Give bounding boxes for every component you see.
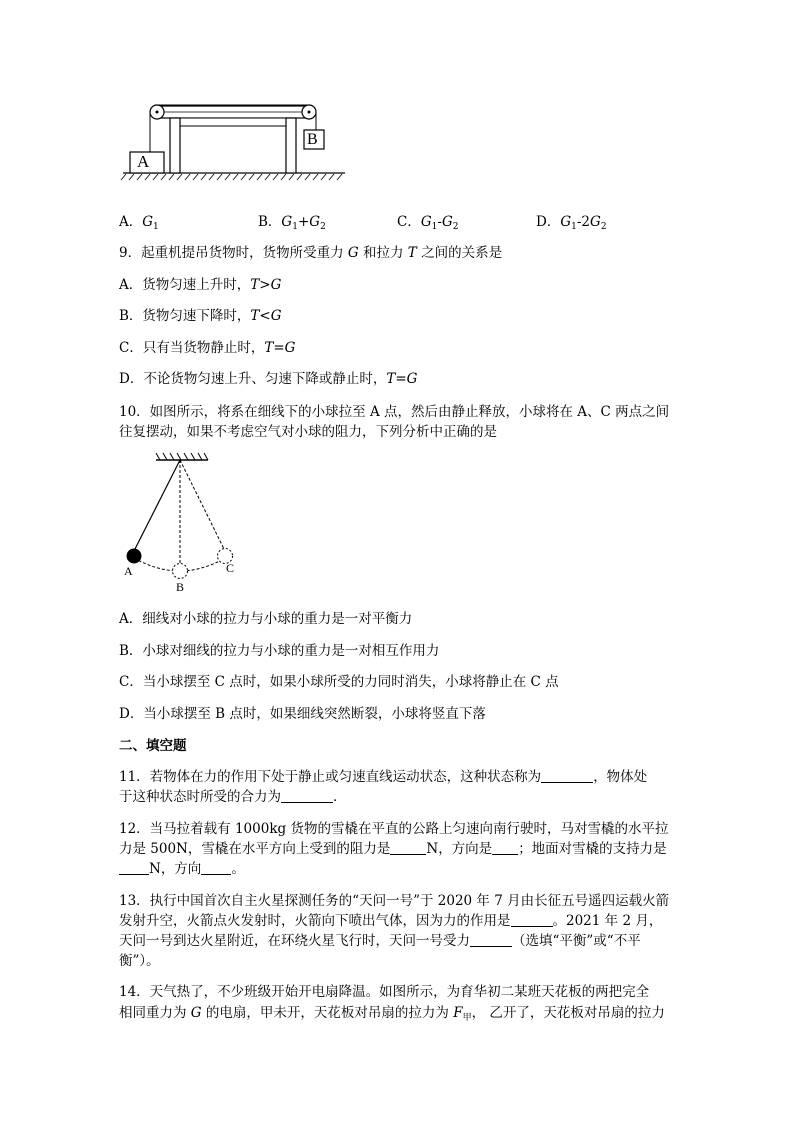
q11-blank-1[interactable]: [541, 768, 593, 783]
q12-blank-2[interactable]: [492, 840, 518, 855]
q11-line1: 11．若物体在力的作用下处于静止或匀速直线运动状态，这种状态称为 ，物体处: [119, 769, 648, 785]
q10-option-a: A．细线对小球的拉力与小球的重力是一对平衡力: [119, 611, 413, 627]
q14-line2: 相同重力为 G 的电扇，甲未开，天花板对吊扇的拉力为 $F_甲$， 乙开了，天花板对吊扇的拉力: [119, 1005, 665, 1023]
q12-line1: 12．当马拉着载有 1000kg 货物的雪橇在平直的公路上匀速向南行驶时，马对雪橇的水平拉: [119, 821, 669, 837]
q14-line1: 14．天气热了，不少班级开始开电扇降温。如图所示，为育华初二某班天花板的两把完全: [119, 984, 650, 1000]
q9-option-d: D．不论货物匀速上升、匀速下降或静止时，T=G: [119, 371, 418, 387]
pendulum-label-a: A: [124, 564, 133, 578]
pendulum-label-c: C: [226, 561, 235, 575]
q13-blank-2[interactable]: [470, 932, 512, 947]
q8-option-a: A．$G_1$: [119, 214, 159, 232]
q9-option-b: B．货物匀速下降时，T<G: [119, 308, 282, 324]
q12-line2: 力是 500N，雪橇在水平方向上受到的阻力是 N，方向是 ；地面对雪橇的支持力是: [119, 841, 667, 857]
q13-line4: 衡”）。: [119, 953, 160, 969]
q10-option-b: B．小球对细线的拉力与小球的重力是一对相互作用力: [119, 643, 440, 659]
q10-stem-line2: 往复摆动，如果不考虑空气对小球的阻力，下列分析中正确的是: [119, 424, 497, 440]
q10-stem-line1: 10．如图所示，将系在细线下的小球拉至 A 点，然后由静止释放，小球将在 A、C 两点之间: [119, 404, 670, 420]
q13-blank-1[interactable]: [511, 912, 553, 927]
q11-blank-2[interactable]: [281, 788, 333, 803]
q8-option-b: B．$G_1+G_2$: [258, 214, 326, 232]
section-title: 二、填空题: [119, 738, 187, 754]
q12-blank-1[interactable]: [390, 840, 426, 855]
q13-line3: 天问一号到达火星附近，在环绕火星飞行时，天问一号受力 （选填“平衡”或“不平: [119, 933, 641, 949]
q9-option-c: C．只有当货物静止时，T=G: [119, 340, 296, 356]
block-b-label: B: [307, 131, 318, 148]
q8-option-c: C．$G_1-G_2$: [397, 214, 459, 232]
block-a-label: A: [137, 152, 150, 171]
q10-option-c: C．当小球摆至 C 点时，如果小球所受的力同时消失，小球将静止在 C 点: [119, 674, 559, 690]
q12-line3: N，方向 。: [119, 859, 245, 879]
q12-blank-3[interactable]: [119, 860, 149, 875]
q8-option-d: D．$G_1-2G_2$: [536, 214, 607, 232]
q12-blank-4[interactable]: [201, 860, 231, 875]
q13-line1: 13．执行中国首次自主火星探测任务的“天问一号”于 2020 年 7 月由长征五号遥四运载火箭: [119, 893, 670, 909]
q9-option-a: A．货物匀速上升时，T>G: [119, 277, 282, 293]
q11-line2: 于这种状态时所受的合力为 ．: [119, 789, 347, 805]
pendulum-label-b: B: [176, 580, 185, 594]
q13-line2: 发射升空，火箭点火发射时，火箭向下喷出气体，因为力的作用是 。2021 年 2 月，: [119, 913, 663, 929]
q10-option-d: D．当小球摆至 B 点时，如果细线突然断裂，小球将竖直下落: [119, 706, 486, 722]
q9-stem: 9．起重机提吊货物时，货物所受重力 G 和拉力 T 之间的关系是: [119, 245, 503, 261]
